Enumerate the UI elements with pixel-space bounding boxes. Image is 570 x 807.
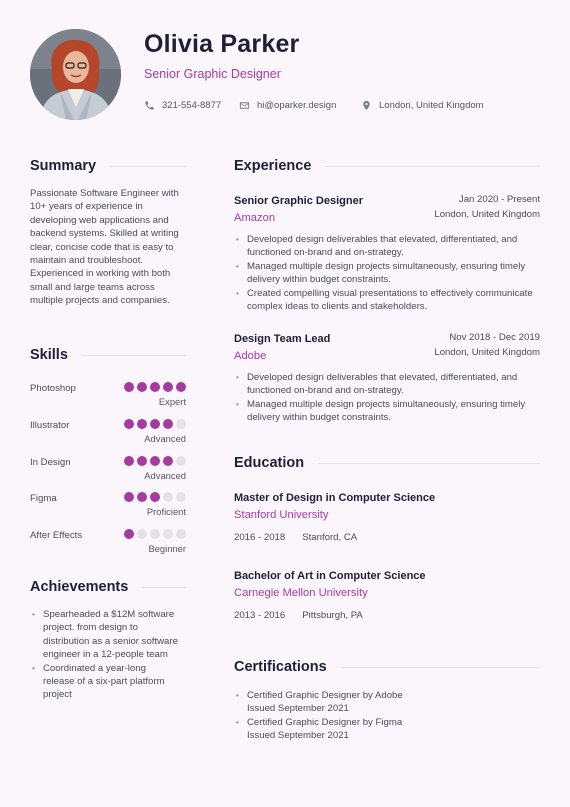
rating-dot-filled bbox=[150, 419, 160, 429]
job-location: London, United Kingdom bbox=[434, 347, 540, 358]
rating-dot-filled bbox=[124, 419, 134, 429]
rating-dot-empty bbox=[150, 529, 160, 539]
skills-heading: Skills bbox=[30, 347, 186, 363]
edu-years: 2013 - 2016 bbox=[234, 610, 286, 621]
job-bullet: • Managed multiple design projects simultaneously, ensuring timely delivery within budget constraints. bbox=[234, 398, 544, 425]
avatar bbox=[30, 29, 121, 120]
job-bullet: • Developed design deliverables that elevated, differentiated, and functioned on-brand and on-strategy. bbox=[234, 233, 544, 260]
profile-photo bbox=[30, 29, 121, 120]
rating-dot-empty bbox=[137, 529, 147, 539]
rating-dot-empty bbox=[163, 529, 173, 539]
job-title: Design Team Lead bbox=[234, 333, 331, 345]
location-pin-icon bbox=[361, 100, 372, 111]
edu-school: Stanford University bbox=[234, 509, 329, 521]
rating-dot-filled bbox=[150, 382, 160, 392]
certifications-list bbox=[234, 689, 534, 743]
edu-location: Stanford, CA bbox=[302, 532, 358, 543]
skill-rating bbox=[124, 529, 186, 539]
rating-dot-empty bbox=[163, 492, 173, 502]
job-bullets bbox=[234, 233, 544, 313]
job-company: Adobe bbox=[234, 350, 267, 362]
skill-row bbox=[30, 490, 186, 520]
rating-dot-filled bbox=[137, 456, 147, 466]
skill-level: Proficient bbox=[146, 506, 186, 518]
achievement-item: • Spearheaded a $12M software project. from design to distribution as a senior software engineer in a 12-people team bbox=[30, 608, 180, 662]
rating-dot-filled bbox=[163, 382, 173, 392]
edu-degree: Bachelor of Art in Computer Science bbox=[234, 570, 426, 582]
rating-dot-empty bbox=[176, 492, 186, 502]
skill-row bbox=[30, 454, 186, 484]
certification-issued: Issued September 2021 bbox=[247, 703, 349, 715]
skill-level: Expert bbox=[158, 396, 186, 407]
achievements-list bbox=[30, 608, 180, 702]
location-text: London, United Kingdom bbox=[379, 100, 484, 111]
edu-school: Carnegie Mellon University bbox=[234, 587, 368, 599]
rating-dot-filled bbox=[150, 492, 160, 502]
achievements-heading: Achievements bbox=[30, 579, 186, 595]
skill-rating bbox=[124, 382, 186, 392]
certification-issued: Issued September 2021 bbox=[247, 730, 349, 742]
achievement-item: • Coordinated a year-long release of a six-part platform project bbox=[30, 662, 180, 702]
phone-icon bbox=[144, 100, 155, 111]
rating-dot-filled bbox=[137, 492, 147, 502]
rating-dot-filled bbox=[124, 529, 134, 539]
rating-dot-empty bbox=[176, 456, 186, 466]
rating-dot-filled bbox=[176, 382, 186, 392]
certifications-heading: Certifications bbox=[234, 659, 540, 675]
skill-rating bbox=[124, 419, 186, 429]
skill-name: In Design bbox=[30, 456, 71, 468]
certification-name: Certified Graphic Designer by Adobe bbox=[247, 690, 403, 701]
skill-level: Advanced bbox=[144, 432, 186, 444]
rating-dot-empty bbox=[176, 419, 186, 429]
job-title: Senior Graphic Designer bbox=[234, 195, 363, 207]
certification-name: Certified Graphic Designer by Figma bbox=[247, 716, 403, 728]
certification-item bbox=[234, 689, 534, 716]
edu-location: Pittsburgh, PA bbox=[302, 610, 363, 621]
skill-name: Photoshop bbox=[30, 383, 76, 394]
job-company: Amazon bbox=[234, 212, 276, 224]
skill-level: Advanced bbox=[144, 469, 186, 481]
experience-heading: Experience bbox=[234, 158, 540, 174]
job-bullet: • Developed design deliverables that elevated, differentiated, and functioned on-brand and on-strategy. bbox=[234, 371, 544, 398]
summary-text: Passionate Software Engineer with 10+ years of experience in developing web applications and backend systems. Skilled at writing clear, concise code that is easy to maintain and troubleshoot. Experienced in working with both small and large teams across multiple projects and companies. bbox=[30, 188, 179, 307]
rating-dot-filled bbox=[124, 382, 134, 392]
edu-meta bbox=[234, 610, 363, 621]
skill-level: Beginner bbox=[148, 543, 186, 555]
rating-dot-filled bbox=[163, 419, 173, 429]
summary-heading: Summary bbox=[30, 158, 186, 174]
rating-dot-empty bbox=[176, 529, 186, 539]
contact-email bbox=[239, 100, 336, 111]
certification-item bbox=[234, 716, 534, 743]
rating-dot-filled bbox=[137, 419, 147, 429]
candidate-name: Olivia Parker bbox=[144, 30, 300, 58]
skill-name: After Effects bbox=[30, 530, 83, 542]
skill-rating bbox=[124, 492, 186, 502]
edu-meta bbox=[234, 532, 357, 543]
contact-location bbox=[361, 100, 484, 111]
skill-row bbox=[30, 417, 186, 447]
email-text: hi@oparker.design bbox=[257, 100, 337, 111]
skill-row bbox=[30, 380, 186, 410]
edu-years: 2016 - 2018 bbox=[234, 532, 286, 543]
education-heading: Education bbox=[234, 455, 540, 471]
job-bullets bbox=[234, 371, 544, 425]
phone-text: 321-554-8877 bbox=[162, 100, 222, 111]
contact-phone bbox=[144, 100, 221, 111]
rating-dot-filled bbox=[150, 456, 160, 466]
skill-rating bbox=[124, 456, 186, 466]
skill-row bbox=[30, 527, 186, 557]
skill-name: Figma bbox=[30, 493, 57, 505]
mail-icon bbox=[239, 100, 250, 111]
job-dates: Jan 2020 - Present bbox=[458, 194, 540, 205]
job-dates: Nov 2018 - Dec 2019 bbox=[449, 332, 540, 343]
skill-name: Illustrator bbox=[30, 419, 70, 431]
rating-dot-filled bbox=[137, 382, 147, 392]
rating-dot-filled bbox=[163, 456, 173, 466]
job-location: London, United Kingdom bbox=[434, 209, 540, 220]
edu-degree: Master of Design in Computer Science bbox=[234, 492, 436, 504]
rating-dot-filled bbox=[124, 492, 134, 502]
job-bullet: • Managed multiple design projects simultaneously, ensuring timely delivery within budget constraints. bbox=[234, 260, 544, 287]
candidate-title: Senior Graphic Designer bbox=[144, 67, 281, 81]
rating-dot-filled bbox=[124, 456, 134, 466]
job-bullet: • Created compelling visual presentations to effectively communicate complex ideas to clients and stakeholders. bbox=[234, 287, 544, 314]
